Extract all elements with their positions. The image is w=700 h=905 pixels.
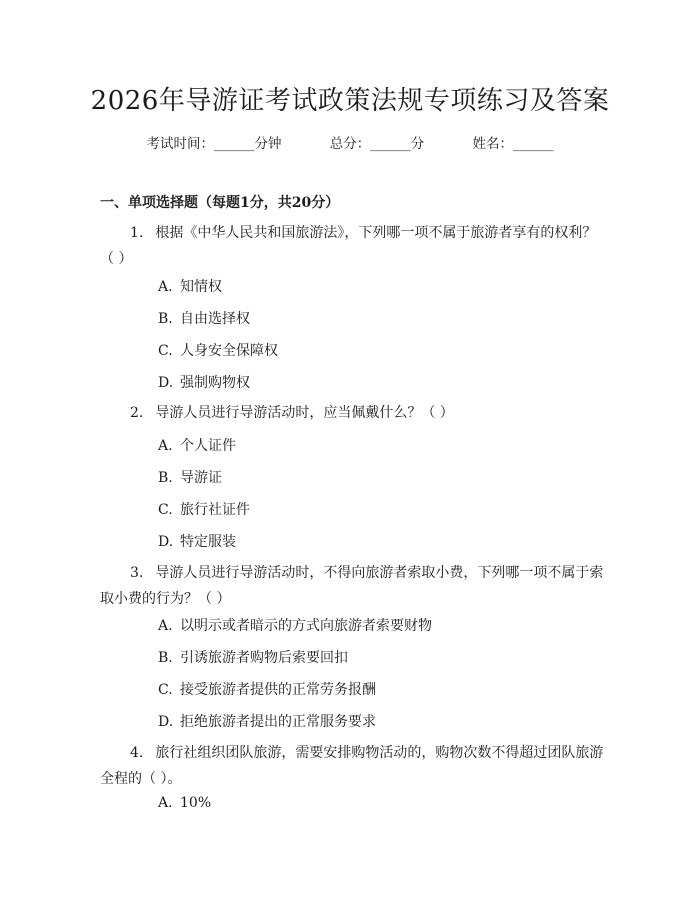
option-text: 导游证 [180,470,222,486]
option-letter: B. [158,650,173,666]
option-2c [158,499,250,519]
option-text: 强制购物权 [180,375,250,391]
option-2b [158,467,222,487]
option-text: 10% [180,795,212,811]
option-letter: A. [158,795,173,811]
option-3b [158,647,348,667]
option-letter: D. [158,375,174,391]
question-number: 1. [130,225,144,241]
option-letter: B. [158,470,173,486]
exam-time-field: 考试时间：______分钟 [146,136,282,152]
option-text: 自由选择权 [180,311,250,327]
option-1a [158,276,222,296]
option-letter: A. [158,279,173,295]
option-3d [158,711,376,731]
question-2 [100,400,610,426]
option-letter: B. [158,311,173,327]
option-letter: D. [158,534,174,550]
total-score-field: 总分：______分 [329,136,425,152]
question-number: 4. [130,745,144,761]
option-2a [158,435,236,455]
question-4 [100,740,610,792]
option-text: 人身安全保障权 [180,343,278,359]
exam-meta [0,132,700,152]
question-text: 导游人员进行导游活动时，不得向旅游者索取小费，下列哪一项不属于索取小费的行为？（ ） [100,565,604,607]
question-text: 导游人员进行导游活动时，应当佩戴什么？（ ） [155,405,454,421]
option-text: 以明示或者暗示的方式向旅游者索要财物 [180,618,432,634]
option-text: 引诱旅游者购物后索要回扣 [180,650,348,666]
name-field: 姓名：______ [472,136,554,152]
question-text: 旅行社组织团队旅游，需要安排购物活动的，购物次数不得超过团队旅游全程的（ ）。 [100,745,604,787]
question-number: 2. [130,405,144,421]
option-letter: D. [158,714,174,730]
option-1b [158,308,250,328]
option-text: 旅行社证件 [180,502,250,518]
option-3c [158,679,376,699]
option-text: 接受旅游者提供的正常劳务报酬 [180,682,376,698]
option-text: 特定服装 [180,534,236,550]
option-text: 个人证件 [180,438,236,454]
option-letter: C. [158,343,173,359]
option-letter: C. [158,502,173,518]
question-text: 根据《中华人民共和国旅游法》，下列哪一项不属于旅游者享有的权利？（ ） [100,225,597,267]
option-3a [158,615,432,635]
document-title: 2026年导游证考试政策法规专项练习及答案 [90,86,610,116]
option-2d [158,531,236,551]
option-letter: A. [158,618,173,634]
option-1d [158,372,250,392]
option-text: 拒绝旅游者提出的正常服务要求 [180,714,376,730]
option-4a [158,795,211,811]
question-number: 3. [130,565,144,581]
option-1c [158,340,278,360]
question-1 [100,220,610,272]
option-letter: A. [158,438,173,454]
section-heading: 一、单项选择题（每题1分，共20分） [100,195,340,211]
option-letter: C. [158,682,173,698]
option-text: 知情权 [180,279,222,295]
question-3 [100,560,610,612]
